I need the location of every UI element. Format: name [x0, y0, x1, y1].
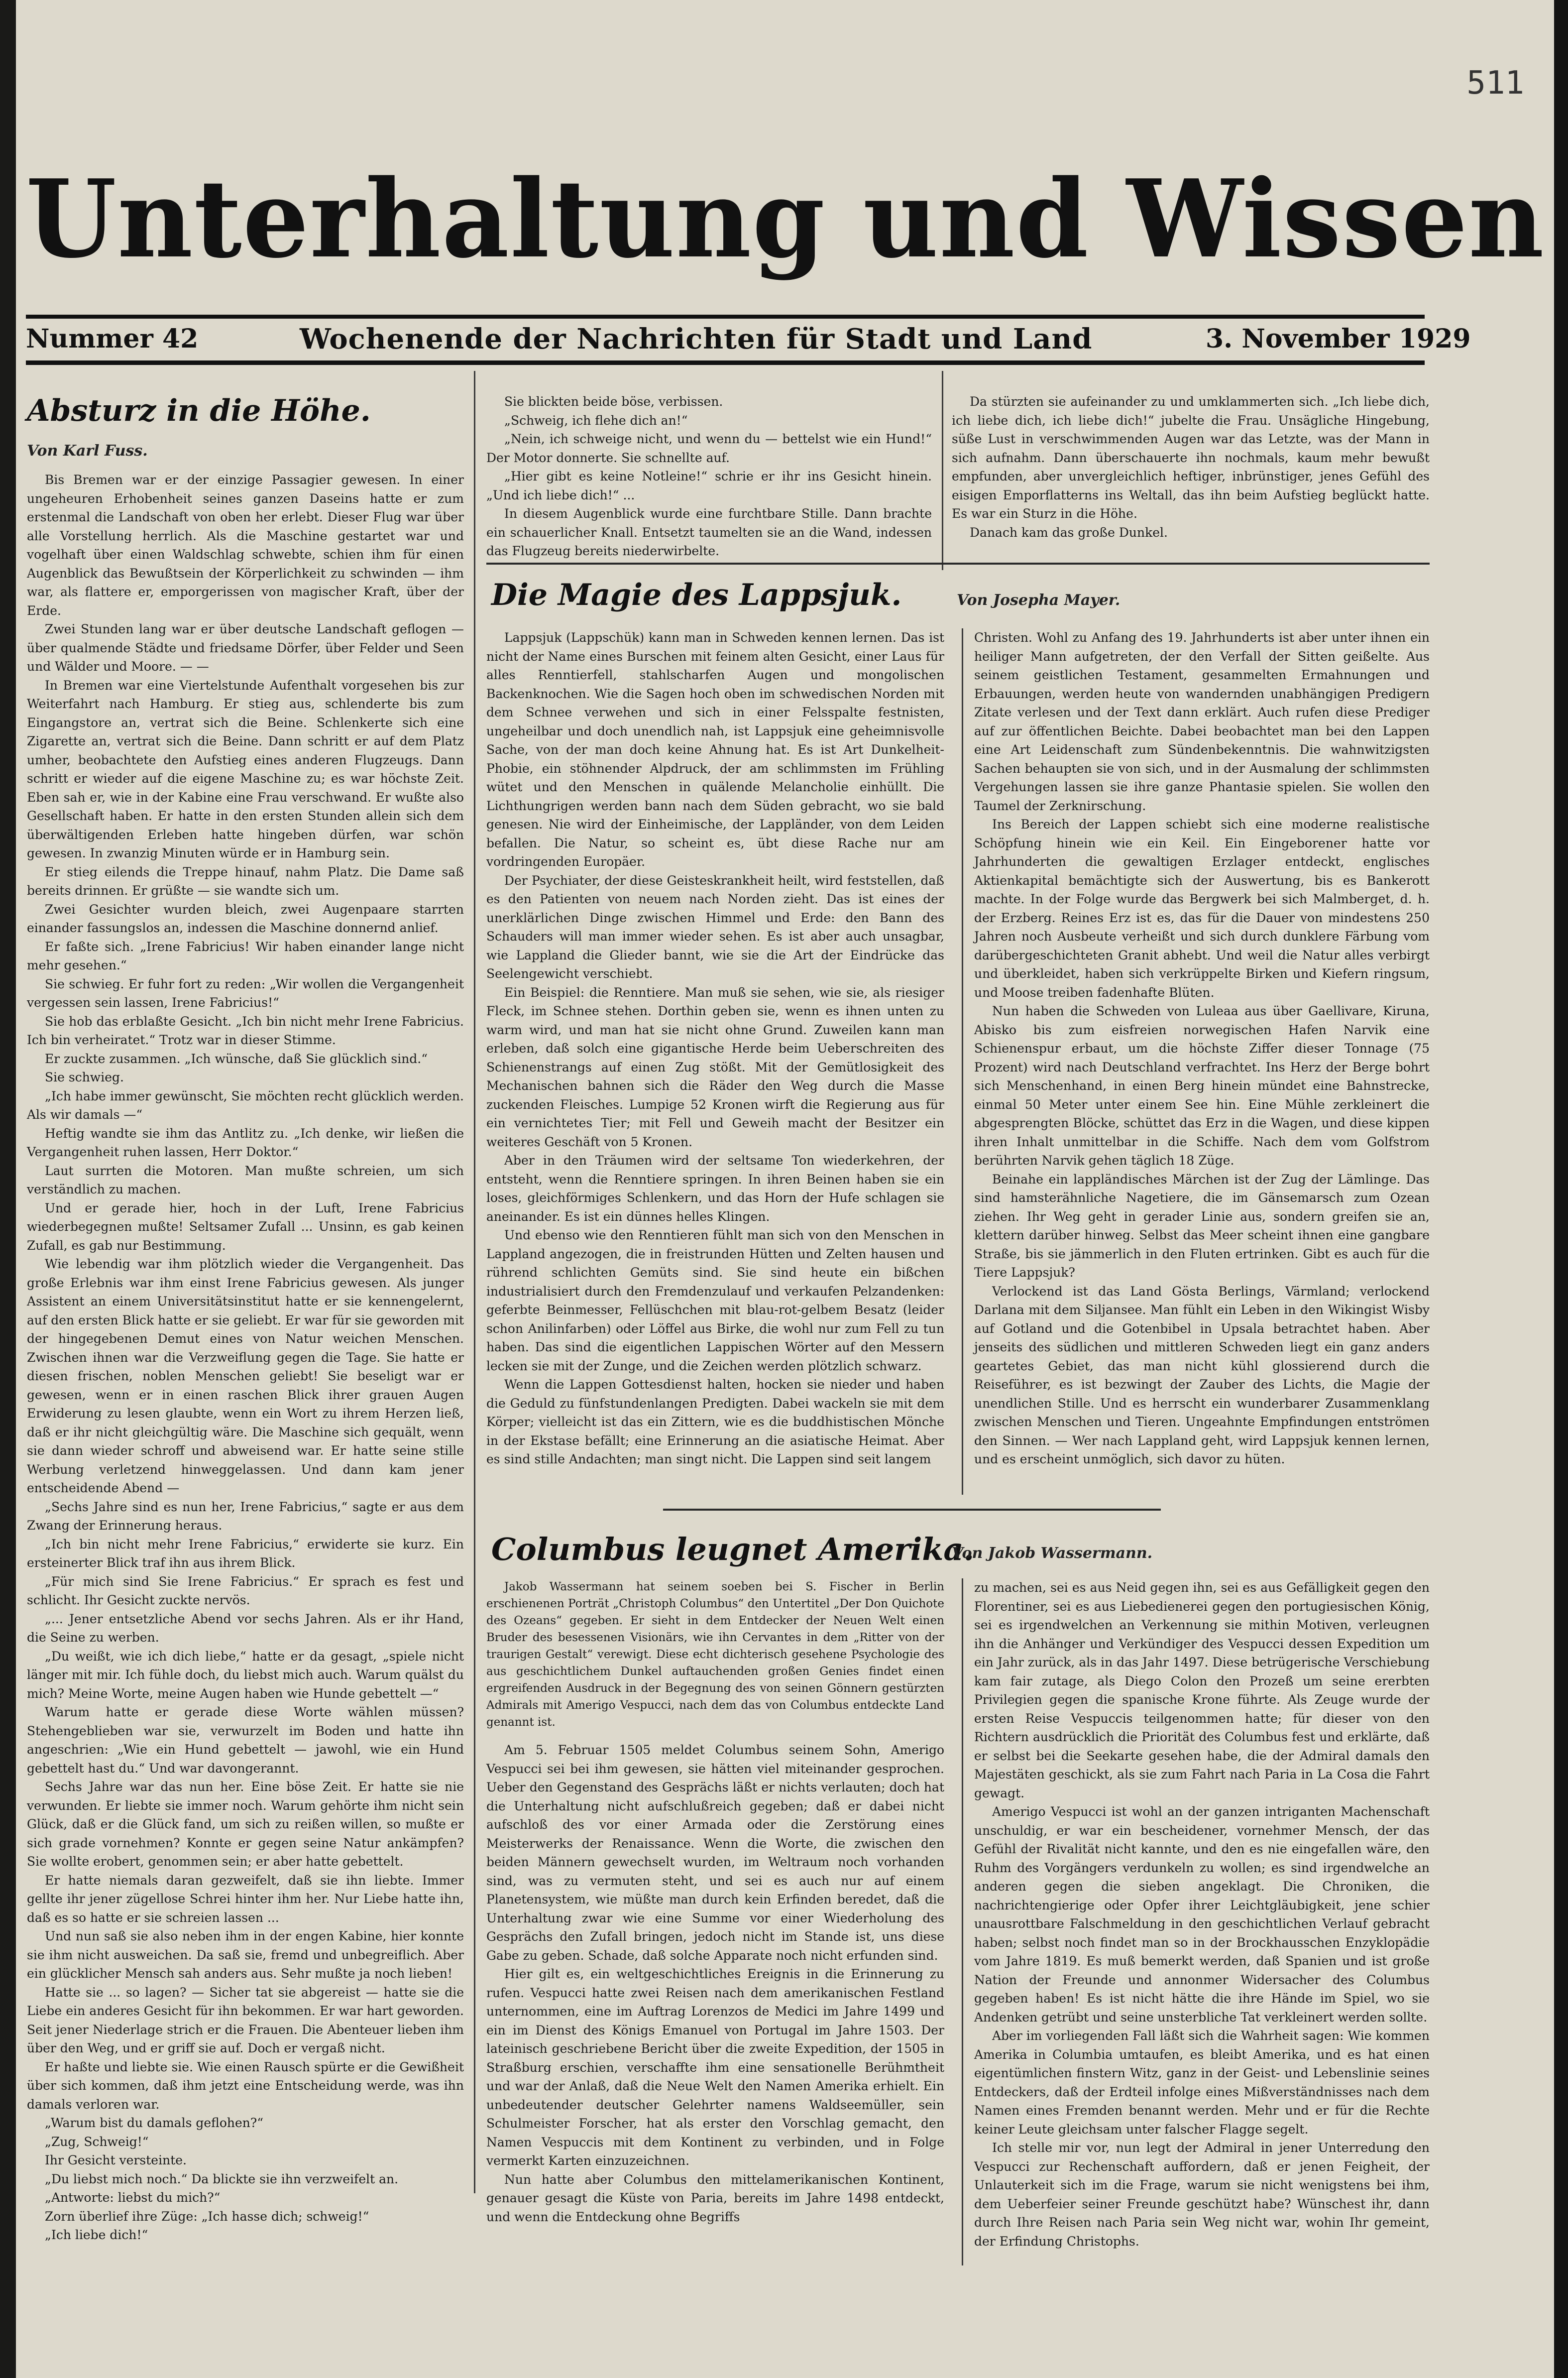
article-title-absturz: Absturz in die Höhe. [27, 393, 371, 428]
paragraph: In Bremen war eine Viertelstunde Aufenthalt vorgesehen bis zur Weiterfahrt nach Hamburg. Er stieg aus, schlenderte bis zum Eingangstore an, vertrat sich die Beine. Schlenkerte sich eine Zigarette an, vertrat sich die Beine. Dann schritt er auf dem Platz umher, beobachtete den Aufstieg eines anderen Flugzeugs. Dann schritt er wieder auf die eigene Maschine zu; es war höchste Zeit. Eben sah er, wie in der Kabine eine Frau verschwand. Er wußte also Gesellschaft haben. Er hatte in den ersten Stunden allein sich dem überwältigenden Erleben hatte hingeben dürfen, war schön gewesen. In zwanzig Minuten würde er in Hamburg sein. [27, 678, 464, 860]
paragraph: Nun haben die Schweden von Luleaa aus über Gaellivare, Kiruna, Abisko bis zum eisfreien norwegischen Hafen Narvik eine Schienenspur erbaut, um die höchste Ziffer dieser Tonnage (75 Prozent) wird nach Deutschland verfrachtet. Ins Herz der Berge bohrt sich Menschenhand, in einen Berg hinein mündet eine Bahnstrecke, einmal 50 Meter unter einem See hin. Eine Mühle zerkleinert die abgesprengten Blöcke, schüttet das Erz in die Wagen, und diese kippen ihren Inhalt unmittelbar in die Schiffe. Nach dem vom Golfstrom berührten Narvik gehen täglich 18 Züge. [974, 1004, 1430, 1168]
paragraph: Bis Bremen war er der einzige Passagier gewesen. In einer ungeheuren Erhobenheit seines ganzen Daseins hatte er zum erstenmal die Landschaft von oben her erlebt. Dieser Flug war über alle Vorstellung herrlich. Als die Maschine gestartet war und vogelhaft über einen Waldschlag schwebte, schien ihm für einen Augenblick das Bewußtsein der Körperlichkeit zu schwinden — ihm war, als flattere er, emporgerissen von magischer Kraft, über der Erde. [27, 473, 464, 618]
paragraph: „Ich habe immer gewünscht, Sie möchten recht glücklich werden. Als wir damals —“ [27, 1088, 464, 1122]
paragraph: Amerigo Vespucci ist wohl an der ganzen intriganten Machenschaft unschuldig, er war ein bescheidener, vornehmer Mensch, der das Gefühl der Rivalität nicht kannte, und den es nie eingefallen wäre, den Ruhm des Vorgängers verdunkeln zu wollen; es sind irgendwelche an anderen gegen die sieben angeklagt. Die Chroniken, die nachrichtengierige oder Opfer ihrer Leichtgläubigkeit, jene schier unausrottbare Falschmeldung in den geschichtlichen Verlauf gebracht haben; selbst noch findet man so in der Brockhausschen Enzyklopädie vom Jahre 1819. Es muß bemerkt werden, daß Spanien und ist große Nation der Freunde und annonmer Widersacher des Columbus gegeben haben! Es ist nicht hätte die ihre Hände im Spiel, wo sie Andenken getrübt und seine unsterbliche Tat verkleinert werden sollte. [974, 1804, 1430, 2024]
issue-date: 3. November 1929 [1206, 324, 1471, 354]
paragraph: Verlockend ist das Land Gösta Berlings, Värmland; verlockend Darlana mit dem Siljansee. Man fühlt ein Leben in den Wikingist Wisby auf Gotland und die Gotenbibel in Upsala betrachtet haben. Aber jenseits des südlichen und mittleren Schweden liegt ein ganz anders geartetes Gebiet, das man nicht kühl glossierend durch die Reiseführer, es ist bezwingt der Zauber des Lichts, die Magie der unendlichen Stille. Und es herrscht ein wunderbarer Zusammenklang zwischen Menschen und Tieren. Ungeahnte Empfindungen entströmen den Sinnen. — Wer nach Lappland geht, wird Lappsjuk kennen lernen, und es erscheint unmöglich, sich davor zu hüten. [974, 1284, 1430, 1466]
paragraph: Und ebenso wie den Renntieren fühlt man sich von den Menschen in Lappland angezogen, die in freistrunden Hütten und Zelten hausen und rührend schlichten Gemüts sind. Sie sind heute ein bißchen industrialisiert durch den Fremdenzulauf und verkaufen Pelzandenken: geferbte Beinmesser, Fellüschchen mit blau-rot-gelbem Besatz (leider schon Anilinfarben) oder Löffel aus Birke, die wohl nur zum Fell zu tun haben. Das sind die eigentlichen Lappischen Wörter auf den Messern lecken sie mit der Zunge, und die Zeichen werden plötzlich schwarz. [486, 1228, 944, 1373]
paragraph: Zorn überlief ihre Züge: „Ich hasse dich; schweig!“ [45, 2209, 369, 2224]
intro-paragraph: Jakob Wassermann hat seinem soeben bei S. Fischer in Berlin erschienenen Porträt „Christoph Columbus“ den Untertitel „Der Don Quichote des Ozeans“ gegeben. Er sieht in dem Entdecker der Neuen Welt einen Bruder des besessenen Visionärs, wie ihn Cervantes in dem „Ritter von der traurigen Gestalt“ verewigt. Diese echt dichterisch gesehene Psychologie des aus geschichtlichem Dunkel auftauchenden großen Genies findet einen ergreifenden Ausdruck in der Begegnung des von seinen Gönnern gestürzten Admirals mit Amerigo Vespucci, nach dem das von Columbus entdeckte Land genannt ist. [486, 1580, 944, 1729]
paragraph: Laut surrten die Motoren. Man mußte schreien, um sich verständlich zu machen. [27, 1163, 464, 1196]
paragraph: „Antworte: liebst du mich?“ [45, 2190, 221, 2205]
paragraph: „Warum bist du damals geflohen?“ [45, 2116, 264, 2130]
paragraph: Ihr Gesicht versteinte. [45, 2153, 187, 2167]
page-number: 511 [1466, 65, 1524, 102]
byline-absturz: Von Karl Fuss. [27, 442, 148, 460]
paragraph: Sie schwieg. Er fuhr fort zu reden: „Wir wollen die Vergangenheit vergessen sein lassen, Irene Fabricius!“ [27, 976, 464, 1010]
article-column-absturz-1 [27, 471, 464, 2242]
article-column-absturz-3 [952, 392, 1430, 562]
paragraph: „... Jener entsetzliche Abend vor sechs Jahren. Als er ihr Hand, die Seine zu werben. [27, 1611, 464, 1645]
paragraph: „Ich liebe dich!“ [45, 2228, 148, 2242]
paragraph: Da stürzten sie aufeinander zu und umklammerten sich. „Ich liebe dich, ich liebe dich, ich liebe dich!“ jubelte die Frau. Unsägliche Hingebung, süße Lust in verschwimmenden Augen war das Letzte, was der Mann in sich aufnahm. Dann überschauerte ihn nochmals, kaum mehr bewußt empfunden, aber unvergleichlich heftiger, inbrünstiger, jenes Gefühl des eisigen Emporflatterns ins Weltall, das ihn beim Aufstieg beglückt hatte. Es war ein Sturz in die Höhe. [952, 394, 1430, 521]
paragraph: Er hatte niemals daran gezweifelt, daß sie ihn liebte. Immer gellte ihr jener zügellose Schrei hinter ihm her. Nur Liebe hatte ihn, daß es so hatte er sie schreien lassen ... [27, 1873, 464, 1925]
issue-number: Nummer 42 [26, 324, 199, 354]
paragraph: „Sechs Jahre sind es nun her, Irene Fabricius,“ sagte er aus dem Zwang der Erinnerung heraus. [27, 1499, 464, 1533]
paragraph: „Zug, Schweig!“ [45, 2134, 149, 2149]
paragraph: Am 5. Februar 1505 meldet Columbus seinem Sohn, Amerigo Vespucci sei bei ihm gewesen, sie hätten viel miteinander gesprochen. Ueber den Gegenstand des Gesprächs läßt er nichts verlauten; doch hat die Unterhaltung nicht aufschlußreich gegeben; daß er dabei nicht aufschloß des vor einer Armada oder die Zerstörung eines Meisterwerks der Renaissance. Wenn die Worte, die zwischen den beiden Männern gewechselt wurden, im Weltraum noch vorhanden sind, was zu vermuten steht, und sei es auch nur auf einem Planetensystem, wie müßte man durch kein Erfinden beredet, daß die Unterhaltung zwar wie eine Summe vor einer Wiederholung des Gesprächs den Zufall bringen, jedoch nicht im Stande ist, uns diese Gabe zu geben. Schade, daß solche Apparate noch nicht erfunden sind. [486, 1743, 944, 1963]
article-column-lappsjuk-1 [486, 628, 944, 1500]
paragraph: Aber im vorliegenden Fall läßt sich die Wahrheit sagen: Wie kommen Amerika in Columbia umtaufen, es bleibt Amerika, und es hat einen eigentümlichen finstern Witz, ganz in der Geist- und Lebenslinie seines Entdeckers, daß der Erdteil infolge eines Mißverständnisses nach dem Namen eines Fremden benannt werden. Mehr und er für die Rechte keiner Leute gleichsam unter falscher Flagge segelt. [974, 2028, 1430, 2137]
paragraph: Lappsjuk (Lappschük) kann man in Schweden kennen lernen. Das ist nicht der Name eines Burschen mit feinem alten Gesicht, einer Laus für alles Renntierfell, stahlscharfen Augen und mongolischen Backenknochen. Wie die Sagen hoch oben im schwedischen Norden mit dem Schnee verwehen und sich in einer Felsspalte festnisten, ungeheilbar und doch unendlich nah, ist Lappsjuk eine geheimnisvolle Sache, von der man doch keine Ahnung hat. Es ist Art Dunkelheit-Phobie, ein stöhnender Alpdruck, der am schlimmsten im Frühling wütet und den Menschen in quälende Melancholie einhüllt. Die Lichthungrigen werden bann nach dem Süden gebracht, wo sie bald genesen. Nie wird der Einheimische, der Lappländer, von dem Leiden befallen. Die Natur, so scheint es, übt diese Rache nur am vordringenden Europäer. [486, 630, 944, 869]
masthead-rule-top [26, 315, 1425, 319]
paragraph: Ins Bereich der Lappen schiebt sich eine moderne realistische Schöpfung hinein wie ein Keil. Ein Eingeborener hatte vor Jahrhunderten die gewaltigen Erzlager entdeckt, englisches Aktienkapital bemächtigte sich der Auswertung, bis es Bankerott machte. In der Folge wurde das Bergwerk bei sich Malmberget, d. h. der Erzberg. Reines Erz ist es, das für die Dauer von mindestens 250 Jahren noch Ausbeute verheißt und sich durch dunklere Färbung vom darübergeschichteten Granit abhebt. Und weil die Natur alles verbirgt und überkleidet, haben sich verkrüppelte Birken und Kiefern ringsum, und Moose treiben fadenhafte Blüten. [974, 817, 1430, 1000]
paragraph: Wie lebendig war ihm plötzlich wieder die Vergangenheit. Das große Erlebnis war ihm einst Irene Fabricius gewesen. Als junger Assistent an einem Universitätsinstitut hatte er sie kennengelernt, auf den ersten Blick hatte er sie geliebt. Er war für sie geworden mit der hingegebenen Demut eines von Natur weichen Menschen. Zwischen ihnen war die Verzweiflung gegen die Tage. Sie hatte er diesen frischen, noblen Menschen geliebt! Sie beseligt war er gewesen, wenn er in einen raschen Blick ihrer grauen Augen Erwiderung zu lesen glaubte, wenn ein Wort zu ihrem Herzen ließ, daß er ihr nicht gleichgültig wäre. Die Maschine sich gequält, wenn sie dann wieder schroff und abweisend war. Er hatte seine stille Werbung verletzend hinweggelassen. Und dann kam jener entscheidende Abend — [27, 1257, 464, 1495]
column-rule [962, 628, 963, 1495]
newspaper-page [16, 0, 1554, 2378]
masthead-subtitle: Wochenende der Nachrichten für Stadt und Land [300, 323, 1093, 356]
byline-lappsjuk: Von Josepha Mayer. [957, 592, 1120, 609]
paragraph: „Du weißt, wie ich dich liebe,“ hatte er da gesagt, „spiele nicht länger mit mir. Ich fühle doch, du liebst mich auch. Warum quälst du mich? Meine Worte, meine Augen haben wie Hunde gebettelt —“ [27, 1649, 464, 1701]
column-rule [474, 371, 475, 2193]
paragraph: „Ich bin nicht mehr Irene Fabricius,“ erwiderte sie kurz. Ein ersteinerter Blick traf ihn aus ihrem Blick. [27, 1537, 464, 1570]
paragraph: Sie schwieg. [45, 1070, 124, 1084]
article-column-columbus-1 [486, 1578, 944, 2265]
section-divider [663, 1509, 1161, 1511]
paragraph: „Du liebst mich noch.“ Da blickte sie ihn verzweifelt an. [45, 2171, 399, 2186]
column-rule [962, 1578, 963, 2265]
paragraph: Sie hob das erblaßte Gesicht. „Ich bin nicht mehr Irene Fabricius. Ich bin verheiratet.“ Trotz war in dieser Stimme. [27, 1014, 464, 1047]
paragraph: Christen. Wohl zu Anfang des 19. Jahrhunderts ist aber unter ihnen ein heiliger Mann aufgetreten, der den Verfall der Sitten geißelte. Aus seinem geistlichen Testament, gesammelten Ermahnungen und Erbauungen, werden heute von wandernden unabhängigen Predigern Zitate verlesen und der Text dann erklärt. Auch rufen diese Prediger auf zur öffentlichen Beichte. Dabei beobachtet man bei den Lappen eine Art Leidenschaft zum Sündenbekenntnis. Die wahnwitzigsten Sachen behaupten sie von sich, und in der Ausmalung der schlimmsten Vergehungen lassen sie ihre ganze Phantasie spielen. Sie wollen den Taumel der Zerknirschung. [974, 630, 1430, 813]
paragraph: Hier gilt es, ein weltgeschichtliches Ereignis in die Erinnerung zu rufen. Vespucci hatte zwei Reisen nach dem amerikanischen Festland unternommen, eine im Auftrag Lorenzos de Medici im Jahre 1499 und ein im Dienst des Königs Emanuel von Portugal im Jahre 1503. Der lateinisch geschriebene Bericht über die zweite Expedition, der 1505 in Straßburg erschien, verschaffte ihm eine sensationelle Berühmtheit und war der Anlaß, daß die Neue Welt den Namen Amerika erhielt. Ein unbedeutender deutscher Gelehrter namens Waldseemüller, sein Schulmeister Forscher, hat als erster den Vorschlag gemacht, den Namen Vespuccis mit dem Kontinent zu verbinden, und in Folge vermerkt Karten einzuzeichnen. [486, 1967, 944, 2168]
paragraph: Nun hatte aber Columbus den mittelamerikanischen Kontinent, genauer gesagt die Küste von Paria, bereits im Jahre 1498 entdeckt, und wenn die Entdeckung ohne Begriffs [486, 2172, 944, 2224]
column-rule [942, 371, 943, 570]
paragraph: „Nein, ich schweige nicht, und wenn du — bettelst wie ein Hund!“ Der Motor donnerte. Sie schnellte auf. [486, 432, 932, 465]
byline-columbus: Von Jakob Wassermann. [952, 1545, 1153, 1562]
paragraph: „Hier gibt es keine Notleine!“ schrie er ihr ins Gesicht hinein. „Und ich liebe dich!“ ... [486, 469, 932, 502]
paragraph: Wenn die Lappen Gottesdienst halten, hocken sie nieder und haben die Geduld zu fünfstundenlangen Predigten. Dabei wackeln sie mit dem Körper; vielleicht ist das ein Zittern, wie es die buddhistischen Mönche in der Ekstase befällt; eine Erinnerung an die asiatische Heimat. Aber es sind stille Andachten; man singt nicht. Die Lappen sind seit langem [486, 1377, 944, 1466]
paragraph: Zwei Gesichter wurden bleich, zwei Augenpaare starrten einander fassungslos an, indessen die Maschine donnernd anlief. [27, 902, 464, 935]
paragraph: Danach kam das große Dunkel. [970, 525, 1168, 540]
paragraph: zu machen, sei es aus Neid gegen ihn, sei es aus Gefälligkeit gegen den Florentiner, sei es aus Liebedienerei gegen den portugiesischen König, sei es irgendwelchen an Verkennung sie mithin Motiven, verleugnen ihn die Anhänger und Verkündiger des Vespucci dessen Expedition um ein Jahr zurück, als in das Jahr 1497. Diese betrügerische Verschiebung kam fair zutage, als Diego Colon den Prozeß um seine ererbten Privilegien gegen die spanische Krone führte. Als Zeuge wurde der ersten Reise Vespuccis teilgenommen hatte; für dieser von den Richtern ausdrücklich die Priorität des Columbus fest und erklärte, daß er selbst bei die Seekarte gesehen habe, die der Admiral damals den Majestäten geschickt, als sie zum Fahrt nach Paria in La Cosa die Fahrt gewagt. [974, 1580, 1430, 1800]
paragraph: „Für mich sind Sie Irene Fabricius.“ Er sprach es fest und schlicht. Ihr Gesicht zuckte nervös. [27, 1574, 464, 1607]
paragraph: In diesem Augenblick wurde eine furchtbare Stille. Dann brachte ein schauerlicher Knall. Entsetzt taumelten sie an die Wand, indessen das Flugzeug bereits niederwirbelte. [486, 506, 932, 558]
article-title-lappsjuk: Die Magie des Lappsjuk. [491, 578, 902, 612]
masthead-rule-bottom [26, 360, 1425, 365]
paragraph: Warum hatte er gerade diese Worte wählen müssen? Stehengeblieben war sie, verwurzelt im Boden und hatte ihn angeschrien: „Wie ein Hund gebettelt — jawohl, wie ein Hund gebettelt hast du.“ Und war davongerannt. [27, 1705, 464, 1776]
paragraph: Beinahe ein lappländisches Märchen ist der Zug der Lämlinge. Das sind hamsterähnliche Nagetiere, die im Gänsemarsch zum Ozean ziehen. Ihr Weg geht in gerader Linie aus, sondern greifen sie an, klettern darüber hinweg. Selbst das Meer scheint ihnen eine gangbare Straße, bis sie jämmerlich in den Fluten ertrinken. Gibt es auch für die Tiere Lappsjuk? [974, 1172, 1430, 1280]
article-title-columbus: Columbus leugnet Amerika. [491, 1531, 975, 1567]
article-column-columbus-2 [974, 1578, 1430, 2265]
masthead-title: Unterhaltung und Wissen [26, 156, 1545, 282]
article-column-lappsjuk-2 [974, 628, 1430, 1500]
paragraph: Er faßte sich. „Irene Fabricius! Wir haben einander lange nicht mehr gesehen.“ [27, 939, 464, 972]
paragraph: Und er gerade hier, hoch in der Luft, Irene Fabricius wiederbegegnen mußte! Seltsamer Zufall ... Unsinn, es gab keinen Zufall, es gab nur Bestimmung. [27, 1200, 464, 1253]
paragraph: Zwei Stunden lang war er über deutsche Landschaft geflogen — über qualmende Städte und friedsame Dörfer, über Felder und Seen und Wälder und Moore. — — [27, 622, 464, 674]
section-divider [486, 563, 1430, 565]
paragraph: „Schweig, ich flehe dich an!“ [504, 413, 688, 428]
paragraph: Er stieg eilends die Treppe hinauf, nahm Platz. Die Dame saß bereits drinnen. Er grüßte — sie wandte sich um. [27, 864, 464, 898]
scan-edge-right [1554, 0, 1568, 2378]
paragraph: Aber in den Träumen wird der seltsame Ton wiederkehren, der entsteht, wenn die Renntiere springen. In ihren Beinen haben sie ein loses, gleichförmiges Schlenkern, und das Horn der Hufe schlagen sie aneinander. Es ist ein dünnes helles Klingen. [486, 1153, 944, 1224]
paragraph: Heftig wandte sie ihm das Antlitz zu. „Ich denke, wir ließen die Vergangenheit ruhen lassen, Herr Doktor.“ [27, 1126, 464, 1159]
paragraph: Sie blickten beide böse, verbissen. [504, 394, 723, 409]
article-column-absturz-2 [486, 392, 932, 558]
paragraph: Er haßte und liebte sie. Wie einen Rausch spürte er die Gewißheit über sich kommen, daß ihm jetzt eine Entscheidung werde, was ihn damals verloren war. [27, 2059, 464, 2112]
paragraph: Ich stelle mir vor, nun legt der Admiral in jener Unterredung den Vespucci zur Rechenschaft auffordern, daß er jenen Feigheit, der Unlauterkeit sich im die Frage, warum sie nicht wenigstens bei ihm, dem Ueberfeier seiner Freunde geschützt habe? Wünschest ihr, dann durch Ihre Reisen nach Paria sein Weg nicht war, wohin Ihr gemeint, der Erfindung Christophs. [974, 2140, 1430, 2249]
paragraph: Und nun saß sie also neben ihm in der engen Kabine, hier konnte sie ihm nicht ausweichen. Da saß sie, fremd und unbegreiflich. Aber ein glücklicher Mensch sah anders aus. Sehr mußte ja noch lieben! [27, 1929, 464, 1981]
paragraph: Ein Beispiel: die Renntiere. Man muß sie sehen, wie sie, als riesiger Fleck, im Schnee stehen. Dorthin geben sie, wenn es ihnen unten zu warm wird, und man hat sie nicht ohne Grund. Zuweilen kann man erleben, daß solch eine gigantische Herde beim Ueberschreiten des Schienenstrangs auf einen Zug stößt. Mit der Gemütlosigkeit des Mechanischen bahnen sich die Räder den Weg durch die Masse zuckenden Fleisches. Lumpige 52 Kronen wirft die Regierung aus für ein vernichtetes Tier; mit Fell und Geweih macht der Besitzer ein weiteres Geschäft von 5 Kronen. [486, 985, 944, 1149]
paragraph: Der Psychiater, der diese Geisteskrankheit heilt, wird feststellen, daß es den Patienten von neuem nach Norden zieht. Das ist eines der unerklärlichen Dinge zwischen Himmel und Erde: den Bann des Schauders will man immer wieder sehen. Es ist aber auch unsagbar, wie Lappland die Glieder bannt, wie sie die Art der Eindrücke das Seelengewicht verschiebt. [486, 873, 944, 981]
paragraph: Hatte sie ... so lagen? — Sicher tat sie abgereist — hatte sie die Liebe ein anderes Gesicht für ihn bekommen. Er war hart geworden. Seit jener Niederlage strich er die Frauen. Die Abenteuer lieben ihm über den Weg, und er griff sie auf. Doch er vergaß nicht. [27, 1985, 464, 2055]
paragraph: Sechs Jahre war das nun her. Eine böse Zeit. Er hatte sie nie verwunden. Er liebte sie immer noch. Warum gehörte ihm nicht sein Glück, daß er die Glück fand, um sich zu reißen willen, so mußte er sich grade vornehmen? Konnte er gegen seine Natur ankämpfen? Sie wollte erobert, genommen sein; er aber hatte gebettelt. [27, 1780, 464, 1869]
scan-edge-left [0, 0, 16, 2378]
paragraph: Er zuckte zusammen. „Ich wünsche, daß Sie glücklich sind.“ [45, 1051, 428, 1066]
